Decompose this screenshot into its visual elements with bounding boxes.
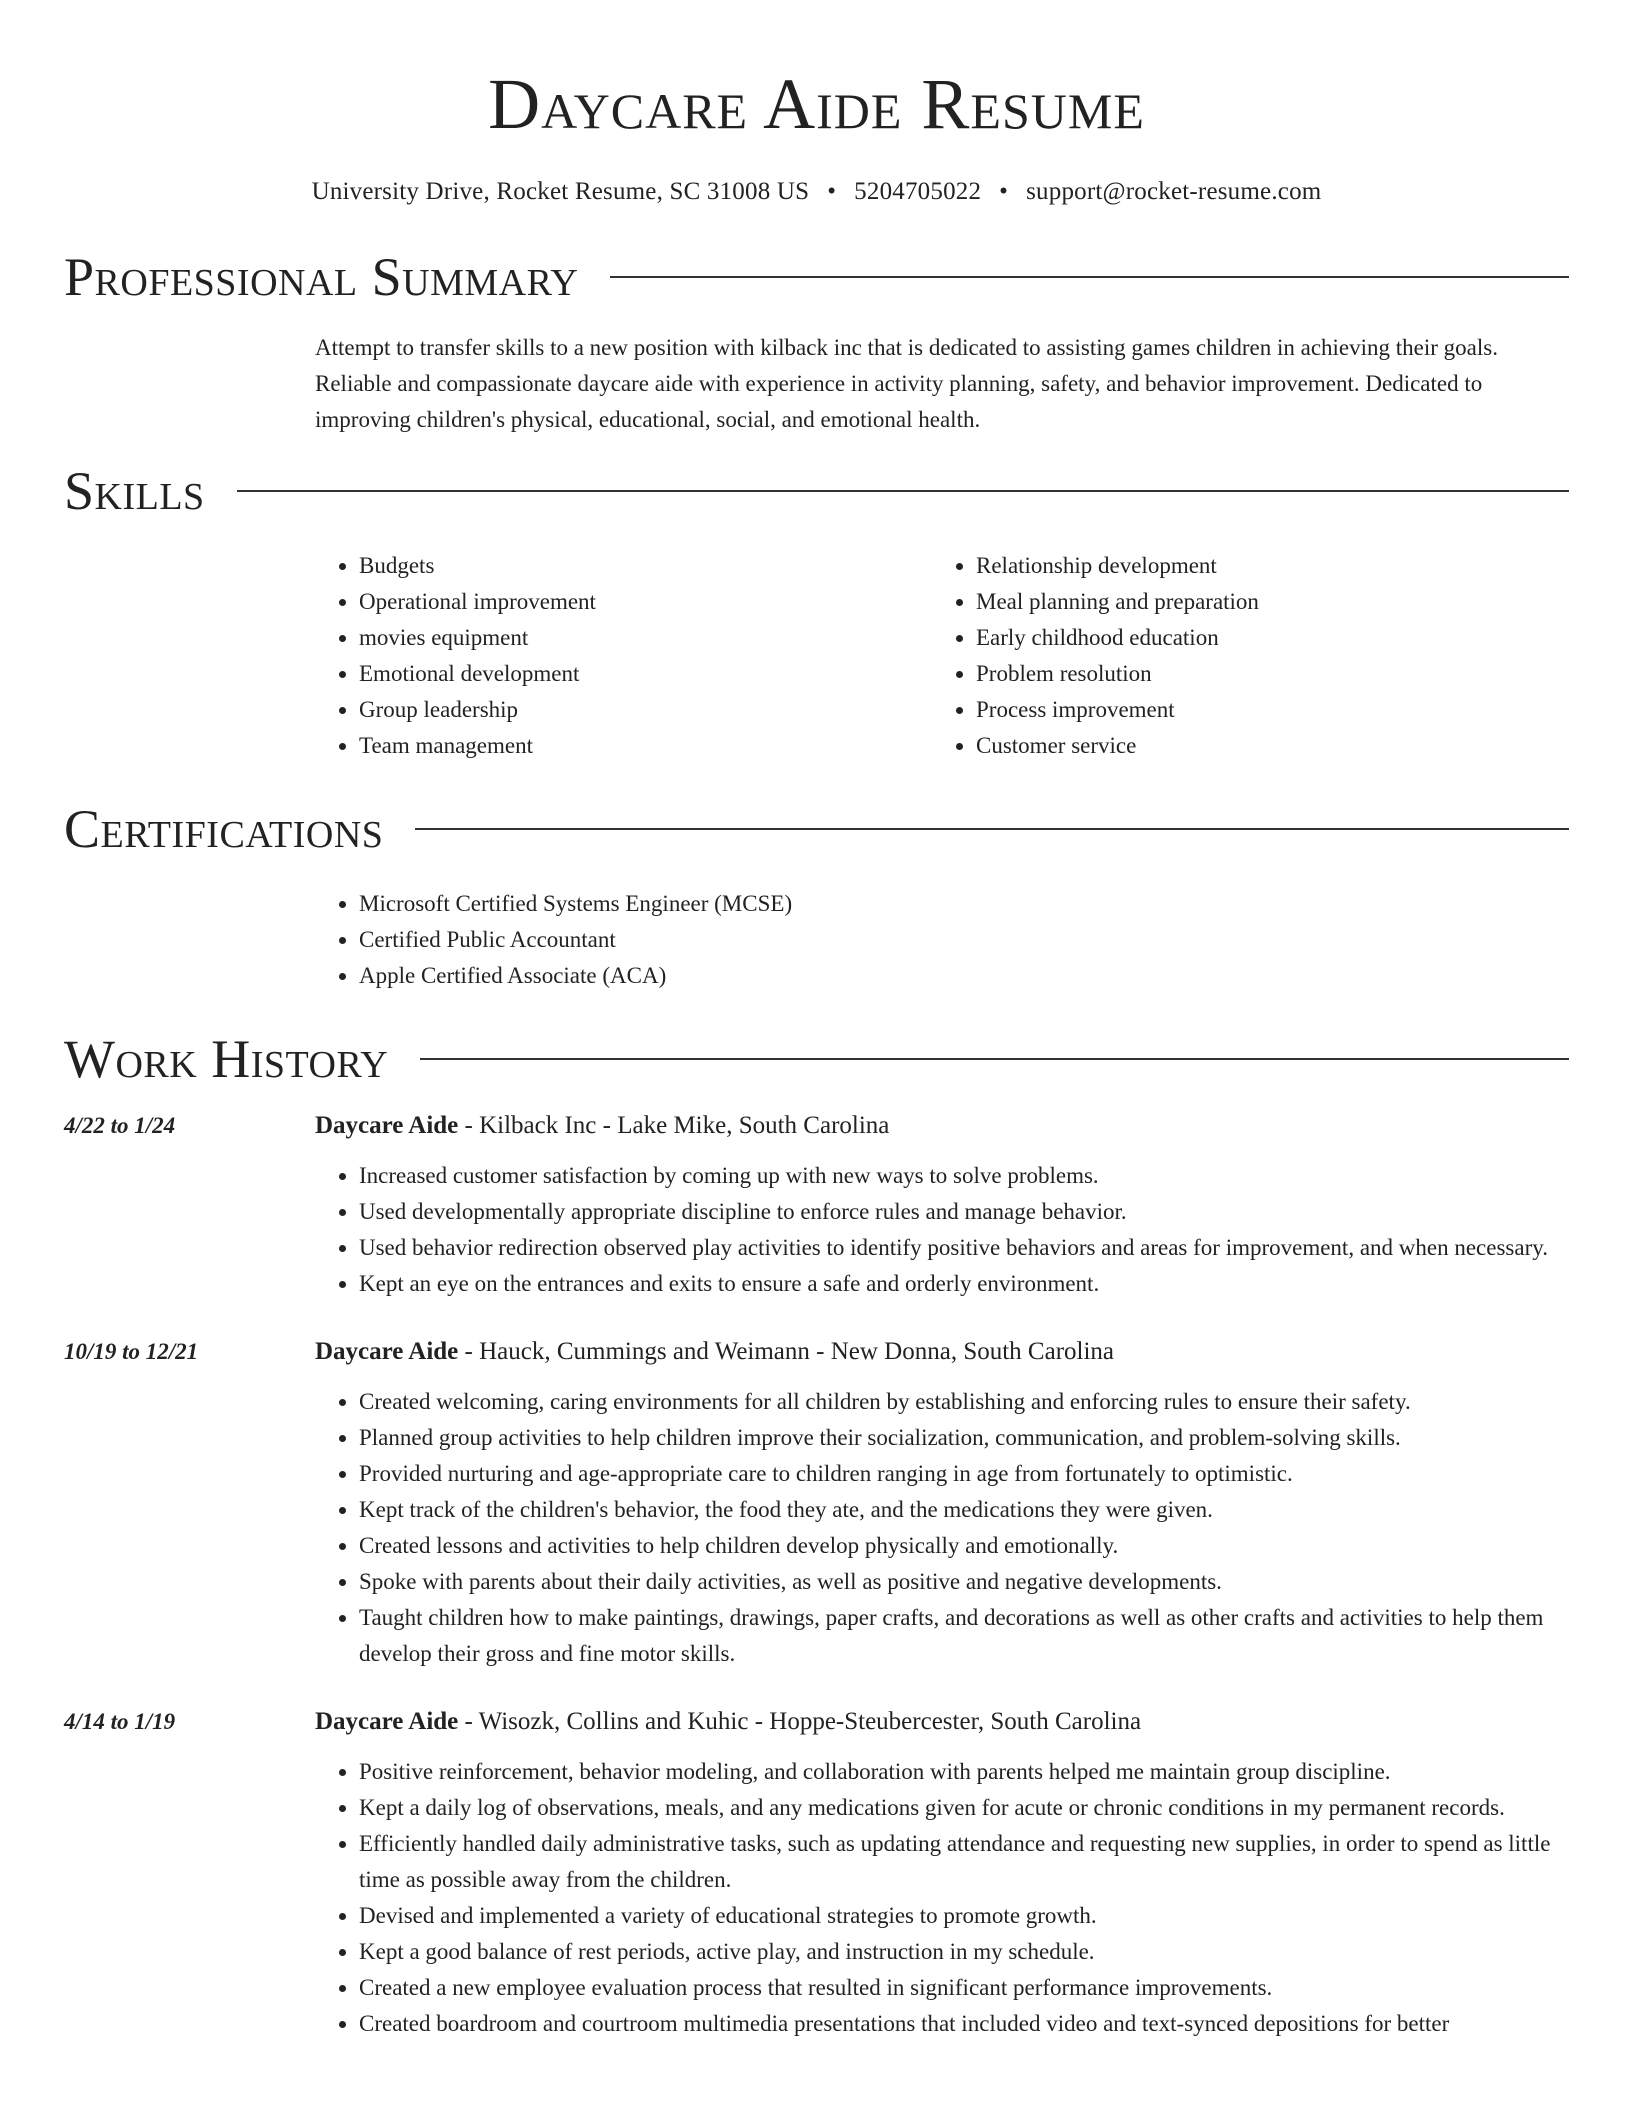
contact-separator: •	[827, 178, 837, 205]
job-bullet: • Planned group activities to help children improve their socialization, communication, and problem-solving skills.	[359, 1420, 1569, 1456]
job-title: Daycare Aide	[315, 1112, 459, 1139]
skills-list-left	[315, 548, 932, 764]
contact-separator: •	[999, 178, 1009, 205]
skill-item: • Budgets	[359, 548, 932, 584]
certifications-section-header	[64, 794, 1569, 864]
job-bullet: • Efficiently handled daily administrative tasks, such as updating attendance and requesting new supplies, in order to spend as little time as possible away from the children.	[359, 1826, 1569, 1898]
skill-item: • Relationship development	[976, 548, 1549, 584]
job-employer: - Kilback Inc - Lake Mike, South Carolina	[458, 1112, 890, 1139]
job-title-line	[315, 1334, 1569, 1370]
skills-grid	[315, 548, 1569, 764]
work-history-section-header	[64, 1024, 1569, 1094]
skill-item: • Emotional development	[359, 656, 932, 692]
certifications-heading: Certifications	[64, 799, 384, 859]
section-divider	[237, 490, 1569, 492]
skill-item: • Process improvement	[976, 692, 1549, 728]
contact-phone: 5204705022	[854, 178, 982, 205]
job-entry	[64, 1704, 1569, 2042]
summary-text: Attempt to transfer skills to a new position with kilback inc that is dedicated to assisting games children in achieving their goals. Reliable and compassionate daycare aide with experience in activity planning, safety, and behavior improvement. Dedicated to improving children's physical, educational, social, and emotional health.	[315, 335, 1498, 432]
work-history-heading: Work History	[64, 1029, 389, 1089]
skill-item: • Problem resolution	[976, 656, 1549, 692]
skills-section-header	[64, 456, 1569, 526]
job-bullet: • Taught children how to make paintings, drawings, paper crafts, and decorations as well as other crafts and activities to help them develop their gross and fine motor skills.	[359, 1600, 1569, 1672]
summary-section-header	[64, 242, 1569, 312]
skills-column-right	[932, 548, 1549, 764]
job-bullet: • Used behavior redirection observed play activities to identify positive behaviors and areas for improvement, and when necessary.	[359, 1230, 1569, 1266]
job-entry	[64, 1334, 1569, 1672]
job-employer: - Wisozk, Collins and Kuhic - Hoppe-Steubercester, South Carolina	[458, 1708, 1142, 1735]
certifications-body	[315, 886, 1569, 994]
resume-title: Daycare Aide Resume	[488, 64, 1145, 144]
job-bullet: • Created lessons and activities to help children develop physically and emotionally.	[359, 1528, 1569, 1564]
resume-page	[64, 0, 1569, 2042]
job-title-line	[315, 1704, 1569, 1740]
job-bullet: • Provided nurturing and age-appropriate care to children ranging in age from fortunately to optimistic.	[359, 1456, 1569, 1492]
job-bullet: • Used developmentally appropriate discipline to enforce rules and manage behavior.	[359, 1194, 1569, 1230]
contact-line	[64, 176, 1569, 208]
certification-item: • Apple Certified Associate (ACA)	[359, 958, 1569, 994]
section-divider	[415, 828, 1569, 830]
section-divider	[610, 276, 1569, 278]
job-bullet: • Increased customer satisfaction by coming up with new ways to solve problems.	[359, 1158, 1569, 1194]
section-divider	[420, 1058, 1569, 1060]
job-bullet: • Positive reinforcement, behavior modeling, and collaboration with parents helped me maintain group discipline.	[359, 1754, 1569, 1790]
job-bullet: • Created a new employee evaluation process that resulted in significant performance improvements.	[359, 1970, 1569, 2006]
job-bullets	[315, 1158, 1569, 1302]
job-bullet: • Spoke with parents about their daily activities, as well as positive and negative developments.	[359, 1564, 1569, 1600]
contact-email: support@rocket-resume.com	[1026, 178, 1322, 205]
skills-list-right	[932, 548, 1549, 764]
job-title: Daycare Aide	[315, 1338, 459, 1365]
skill-item: • Meal planning and preparation	[976, 584, 1549, 620]
job-bullet: • Kept a daily log of observations, meals, and any medications given for acute or chronic conditions in my permanent records.	[359, 1790, 1569, 1826]
job-dates: 4/14 to 1/19	[64, 1709, 176, 1734]
summary-heading: Professional Summary	[64, 247, 579, 307]
certification-item: • Certified Public Accountant	[359, 922, 1569, 958]
job-bullet: • Created boardroom and courtroom multimedia presentations that included video and text-synced depositions for better	[359, 2006, 1569, 2042]
job-dates: 10/19 to 12/21	[64, 1339, 199, 1364]
job-dates: 4/22 to 1/24	[64, 1113, 176, 1138]
skill-item: • movies equipment	[359, 620, 932, 656]
job-title: Daycare Aide	[315, 1708, 459, 1735]
job-bullets	[315, 1384, 1569, 1672]
skills-column-left	[315, 548, 932, 764]
job-entry	[64, 1108, 1569, 1302]
certifications-list	[315, 886, 1569, 994]
skill-item: • Customer service	[976, 728, 1549, 764]
job-bullet: • Devised and implemented a variety of educational strategies to promote growth.	[359, 1898, 1569, 1934]
skill-item: • Operational improvement	[359, 584, 932, 620]
contact-address: University Drive, Rocket Resume, SC 31008 US	[311, 178, 810, 205]
skill-item: • Early childhood education	[976, 620, 1549, 656]
skill-item: • Team management	[359, 728, 932, 764]
job-title-line	[315, 1108, 1569, 1144]
job-bullet: • Kept track of the children's behavior, the food they ate, and the medications they were given.	[359, 1492, 1569, 1528]
job-employer: - Hauck, Cummings and Weimann - New Donna, South Carolina	[458, 1338, 1115, 1365]
certification-item: • Microsoft Certified Systems Engineer (MCSE)	[359, 886, 1569, 922]
job-bullet: • Kept an eye on the entrances and exits to ensure a safe and orderly environment.	[359, 1266, 1569, 1302]
job-bullet: • Created welcoming, caring environments for all children by establishing and enforcing rules to ensure their safety.	[359, 1384, 1569, 1420]
job-bullets	[315, 1754, 1569, 2042]
skills-heading: Skills	[64, 461, 205, 521]
skill-item: • Group leadership	[359, 692, 932, 728]
job-bullet: • Kept a good balance of rest periods, active play, and instruction in my schedule.	[359, 1934, 1569, 1970]
